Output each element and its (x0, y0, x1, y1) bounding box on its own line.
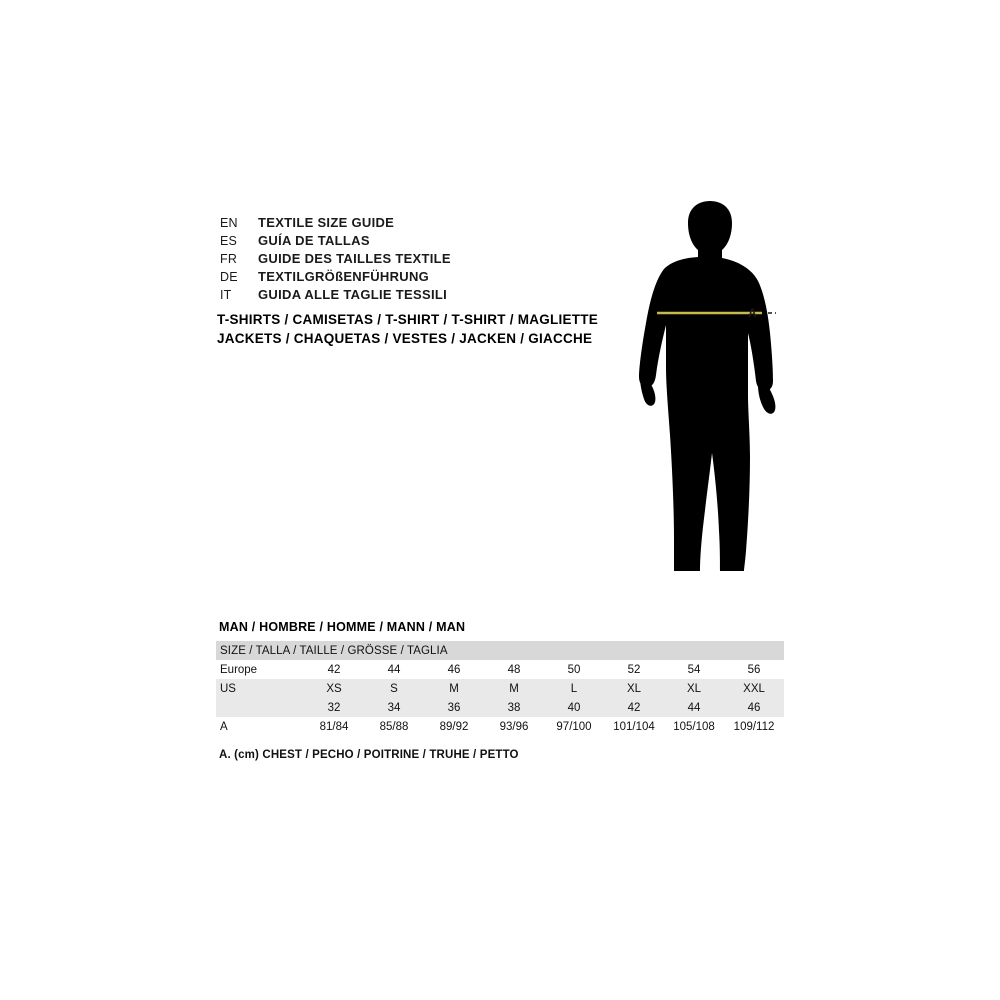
table-cell: 48 (484, 660, 544, 679)
table-footnote: A. (cm) CHEST / PECHO / POITRINE / TRUHE / PETTO (219, 749, 519, 761)
table-title: MAN / HOMBRE / HOMME / MANN / MAN (219, 620, 466, 634)
language-code: FR (220, 252, 238, 266)
table-row (216, 717, 784, 736)
language-code: IT (220, 288, 232, 302)
table-row (216, 698, 784, 717)
language-list (220, 214, 640, 304)
language-row (220, 286, 640, 304)
row-label: A (216, 717, 304, 736)
table-cell: 44 (364, 660, 424, 679)
table-header-row (216, 641, 784, 660)
table-cell: 40 (544, 698, 604, 717)
table-cell: 52 (604, 660, 664, 679)
row-label: Europe (216, 660, 304, 679)
table-row (216, 660, 784, 679)
table-cell: 36 (424, 698, 484, 717)
table-cell: M (484, 679, 544, 698)
table-cell: 54 (664, 660, 724, 679)
language-title: GUIDA ALLE TAGLIE TESSILI (258, 287, 448, 302)
man-silhouette-figure (600, 195, 820, 605)
language-row (220, 250, 640, 268)
language-title: TEXTILGRÖßENFÜHRUNG (258, 269, 430, 284)
table-cell: 105/108 (664, 717, 724, 736)
row-label: US (216, 679, 304, 698)
table-cell: XXL (724, 679, 784, 698)
table-cell: 109/112 (724, 717, 784, 736)
row-label (216, 698, 304, 717)
table-cell: XL (604, 679, 664, 698)
table-cell: 85/88 (364, 717, 424, 736)
table-cell: 46 (724, 698, 784, 717)
table-cell: 46 (424, 660, 484, 679)
table-cell: 32 (304, 698, 364, 717)
table-row (216, 679, 784, 698)
table-cell: 93/96 (484, 717, 544, 736)
language-code: EN (220, 216, 238, 230)
table-cell: XL (664, 679, 724, 698)
table-cell: 42 (604, 698, 664, 717)
size-table (216, 641, 784, 736)
table-cell: 89/92 (424, 717, 484, 736)
table-cell: M (424, 679, 484, 698)
table-cell: 101/104 (604, 717, 664, 736)
table-cell: 50 (544, 660, 604, 679)
table-cell: XS (304, 679, 364, 698)
language-title: TEXTILE SIZE GUIDE (258, 215, 395, 230)
language-row (220, 268, 640, 286)
language-title: GUIDE DES TAILLES TEXTILE (258, 251, 451, 266)
table-cell: 97/100 (544, 717, 604, 736)
category-line: T-SHIRTS / CAMISETAS / T-SHIRT / T-SHIRT / MAGLIETTE (217, 312, 599, 327)
category-line: JACKETS / CHAQUETAS / VESTES / JACKEN / GIACCHE (217, 331, 593, 346)
table-cell: 34 (364, 698, 424, 717)
table-cell: 56 (724, 660, 784, 679)
language-code: DE (220, 270, 238, 284)
table-cell: L (544, 679, 604, 698)
table-cell: 42 (304, 660, 364, 679)
table-header-label: SIZE / TALLA / TAILLE / GRÖSSE / TAGLIA (216, 641, 784, 660)
language-row (220, 214, 640, 232)
table-cell: 38 (484, 698, 544, 717)
chest-measure-label: A (748, 306, 758, 320)
table-cell: 44 (664, 698, 724, 717)
language-row (220, 232, 640, 250)
language-code: ES (220, 234, 238, 248)
language-title: GUÍA DE TALLAS (258, 233, 370, 248)
table-cell: 81/84 (304, 717, 364, 736)
table-cell: S (364, 679, 424, 698)
